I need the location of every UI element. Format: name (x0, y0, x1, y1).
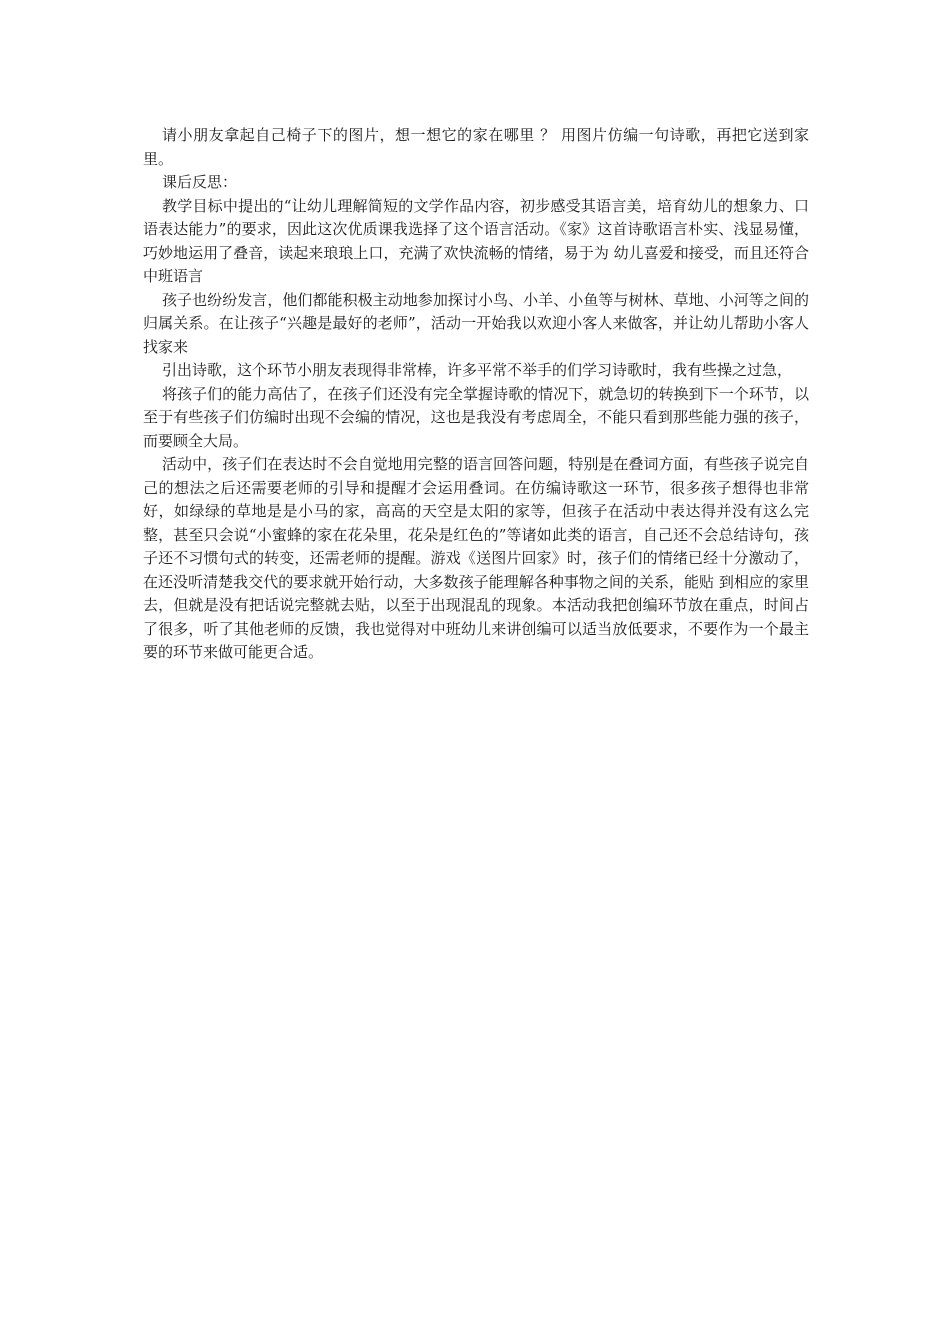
paragraph-reflection-heading: 课后反思： (162, 173, 238, 191)
paragraph-activity-observation: 活动中，孩子们在表达时不会自觉地用完整的语言回答问题，特别是在叠词方面，有些孩子说完自己的想法之后还需要老师的引导和提醒才会运用叠词。在仿编诗歌这一环节，很多孩子想得也非常好，如绿绿的草地是是小马的家，高高的天空是太阳的家等，但孩子在活动中表达得并没有这么完整，甚至只会说“小蜜蜂的家在花朵里，花朵是红色的”等诸如此类的语言，自己还不会总结诗句，孩子还不习惯句式的转变，还需老师的提醒。游戏《送图片回家》时，孩子们的情绪已经十分激动了，在还没听清楚我交代的要求就开始行动，大多数孩子能理解各种事物之间的关系，能贴 到相应的家里去，但就是没有把话说完整就去贴，以至于出现混乱的现象。本活动我把创编环节放在重点，时间占了很多，听了其他老师的反馈，我也觉得对中班幼儿来讲创编可以适当放低要求，不要作为一个最主要的环节来做可能更合适。 (143, 455, 809, 661)
document-body (143, 124, 809, 665)
paragraph-introduce-poem: 引出诗歌，这个环节小朋友表现得非常棒，许多平常不举手的们学习诗歌时，我有些操之过急， (162, 361, 793, 379)
paragraph-teaching-goals: 教学目标中提出的“让幼儿理解简短的文学作品内容，初步感受其语言美，培育幼儿的想象力、口语表达能力”的要求，因此这次优质课我选择了这个语言活动。《家》这首诗歌语言朴实、浅显易懂，巧妙地运用了叠音，读起来琅琅上口，充满了欢快流畅的情绪，易于为 幼儿喜爱和接受，而且还符合中班语言 (143, 196, 809, 285)
paragraph-overestimated-ability: 将孩子们的能力高估了，在孩子们还没有完全掌握诗歌的情况下，就急切的转换到下一个环节，以至于有些孩子们仿编时出现不会编的情况，这也是我没有考虑周全，不能只看到那些能力强的孩子，而要顾全大局。 (143, 384, 809, 450)
paragraph-activity-instruction: 请小朋友拿起自己椅子下的图片，想一想它的家在哪里 ？ 用图片仿编一句诗歌，再把它送到家里。 (143, 126, 809, 168)
paragraph-children-discussion: 孩子也纷纷发言，他们都能积极主动地参加探讨小鸟、小羊、小鱼等与树林、草地、小河等之间的归属关系。在让孩子“兴趣是最好的老师”，活动一开始我以欢迎小客人来做客，并让幼儿帮助小客人找家来 (143, 290, 809, 356)
